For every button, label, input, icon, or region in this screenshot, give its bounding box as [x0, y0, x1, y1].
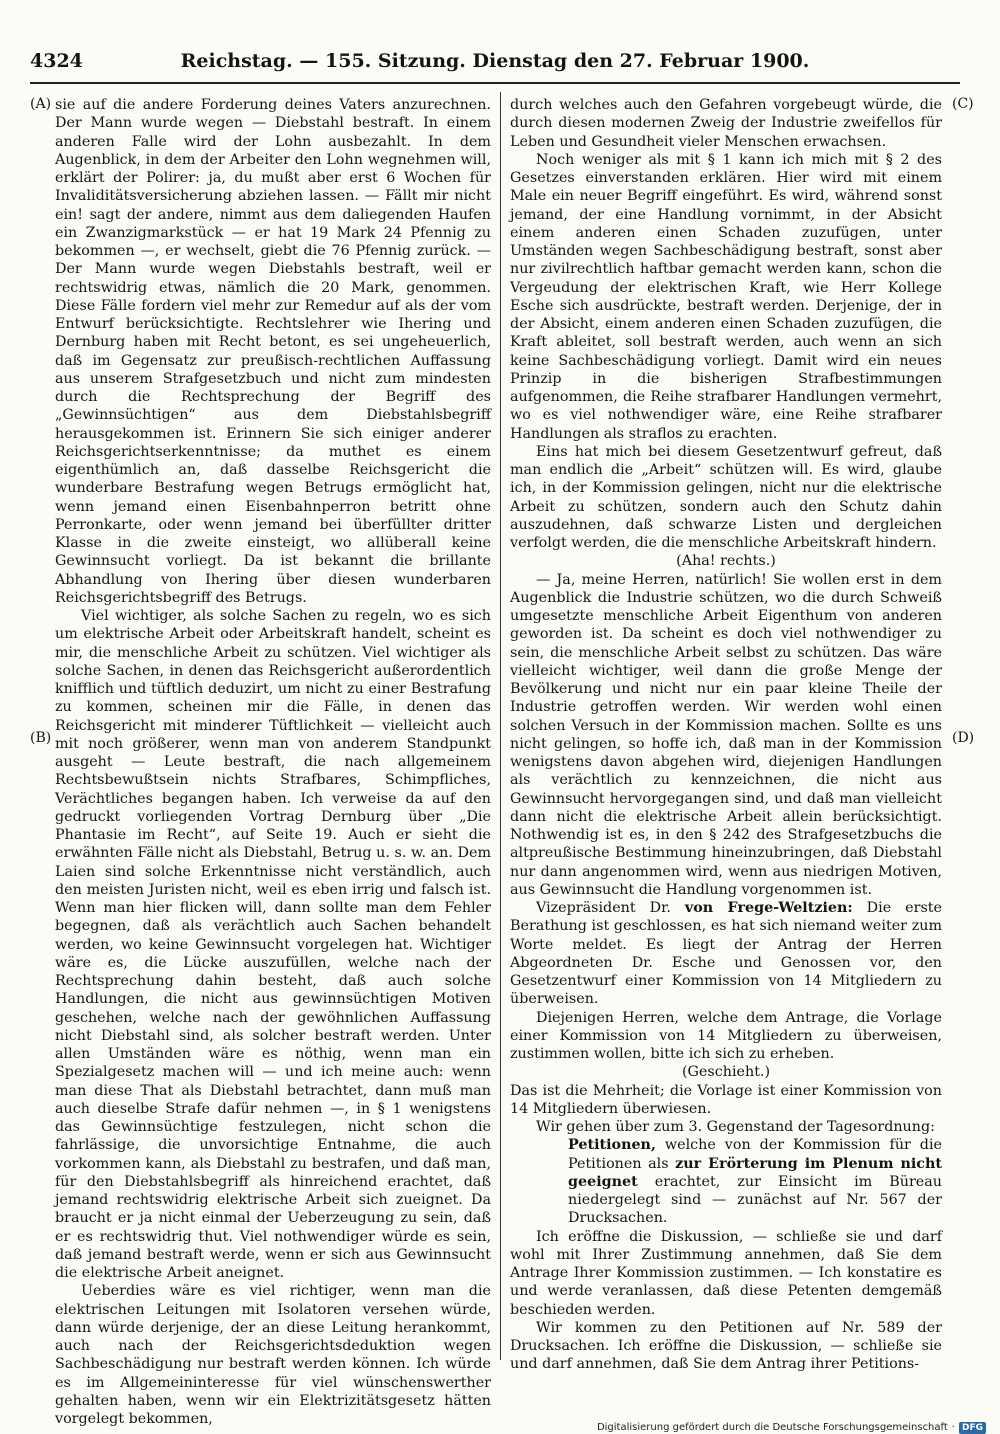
margin-marker-a: (A): [30, 96, 52, 112]
column-divider: [500, 92, 501, 1360]
agenda-text: erachtet, zur Einsicht im Büreau niedergelegt sind — zunächst auf Nr. 567 der Drucksachen.: [568, 1173, 942, 1227]
paragraph: Diejenigen Herren, welche dem Antrage, die Vorlage einer Kommission von 14 Mitgliedern zu überweisen, zustimmen wollen, bitte ich sich zu erheben.: [510, 1009, 942, 1062]
separator: ·: [951, 1422, 955, 1433]
paragraph: Eins hat mich bei diesem Gesetzentwurf gefreut, daß man endlich die „Arbeit“ schützen will. Es wird, glaube ich, in der Kommission gelingen, nicht nur die elektrische Arbeit zu schützen, sondern auch den Schutz dahin auszudehnen, daß schwarze Listen und dergleichen verfolgt werden, die die menschliche Arbeitskraft hindern.: [510, 443, 942, 551]
interjection: (Aha! rechts.): [676, 553, 776, 570]
paragraph: Viel wichtiger, als solche Sachen zu regeln, wo es sich um elektrische Arbeit oder Arbeitskraft handelt, scheint es mir, die menschliche Arbeit zu schützen. Viel wichtiger als solche Sachen, in denen das Reichsgericht außerordentlich knifflich und tüftlich deduzirt, um nicht zu einer Bestrafung zu kommen, scheinen mir die Fälle, in denen das Reichsgericht mit minderer Tüftlichkeit — vielleicht auch mit noch größerer, wenn man von anderem Standpunkt ausgeht — Leute bestraft, die nach allgemeinem Rechtsbewußtsein nichts Strafbares, Schimpfliches, Verächtliches begangen haben. Ich verweise da auf den gedruckt vorliegenden Vortrag Dernburg über „Die Phantasie im Recht“, auf Seite 19. Auch er sieht die erwähnten Fälle nicht als Diebstahl, Betrug u. s. w. an. Dem Laien sind solche Erkenntnisse nicht verständlich, auch den meisten Juristen nicht, weil es eben irrig und falsch ist. Wenn man hier flicken will, dann sollte man dem Fehler begegnen, daß als verächtlich auch Sachen behandelt werden, wo keine Gewinnsucht vorgelegen hat. Wichtiger wäre es, die Lücke auszufüllen, welche nach der Rechtsprechung dahin besteht, daß auch solche Handlungen, die nicht aus gewinnsüchtigen Motiven geschehen, welche nach der gewöhnlichen Auffassung nicht Diebstahl sind, als solcher bestraft werden. Unter allen Umständen wäre es nöthig, wenn man ein Spezialgesetz machen will — und ich meine auch: wenn man diese That als Diebstahl betrachtet, dann muß man auch dieselbe Strafe dafür nehmen —, in § 1 wenigstens das Gewinnsüchtige festzulegen, nicht schon die fahrlässige, die unvorsichtige Entnahme, die auch vorkommen kann, als Diebstahl zu bestrafen, und daß man, für den Diebstahlsbegriff als hinreichend erachtet, daß jemand rechtswidrig elektrische Arbeit sich zueignet. Da braucht er ja nicht einmal der Ueberzeugung zu sein, daß er es rechtswidrig thut. Viel nothwendiger würde es sein, daß jemand bestraft werde, wenn er sich aus Gewinnsucht die elektrische Arbeit aneignet.: [55, 608, 491, 1281]
speaker-paragraph: [510, 899, 942, 1009]
dfg-logo-icon: DFG: [959, 1422, 986, 1434]
footer-credit: [597, 1421, 986, 1434]
margin-marker-c: (C): [952, 96, 974, 112]
right-column: [510, 96, 942, 1373]
credit-text: Digitalisierung gefördert durch die Deutsche Forschungsgemeinschaft: [596, 1422, 948, 1433]
page-number: 4324: [30, 50, 83, 72]
speaker-name: von Frege-Weltzien:: [684, 900, 853, 916]
running-title: Reichstag. — 155. Sitzung. Dienstag den 27. Februar 1900.: [180, 50, 810, 72]
left-column: [55, 96, 491, 1427]
agenda-text: welche von der Kommission für die Petitionen als: [568, 1137, 942, 1172]
interjection: (Geschieht.): [681, 1064, 771, 1081]
paragraph: Ueberdies wäre es viel richtiger, wenn man die elektrischen Leitungen mit Isolatoren versehen würde, dann würde derjenige, der an diese Leitung herankommt, auch nach der Reichsgerichtsdeduktion wegen Sachbeschädigung nur bestraft werden können. Ich würde es im Allgemeininteresse für viel wünschenswerther gehalten haben, wenn wir ein Elektrizitätsgesetz hätten vorgelegt bekommen,: [55, 1283, 491, 1427]
speaker-text: Die erste Berathung ist geschlossen, es hat sich niemand weiter zum Worte meldet. Es liegt der Antrag der Herren Abgeordneten Dr. Esche und Genossen vor, den Gesetzentwurf einer Kommission von 14 Mitgliedern zu überweisen.: [510, 900, 942, 1008]
page-header: [30, 46, 960, 74]
agenda-bold: zur Erörterung im Plenum nicht geeignet: [568, 1155, 942, 1190]
paragraph: Das ist die Mehrheit; die Vorlage ist einer Kommission von 14 Mitgliedern überwiesen.: [510, 1082, 942, 1117]
paragraph: Wir kommen zu den Petitionen auf Nr. 589 der Drucksachen. Ich eröffne die Diskussion, — schließe sie und darf annehmen, daß Sie dem Antrag ihrer Petitions-: [510, 1319, 942, 1373]
paragraph: Ich eröffne die Diskussion, — schließe sie und darf wohl mit Ihrer Zustimmung annehmen, daß Sie dem Antrage Ihrer Kommission zustimmen. — Ich konstatire es und werde veranlassen, daß diese Petenten demgemäß beschieden werden.: [510, 1228, 942, 1318]
speaker-title: Vizepräsident Dr.: [536, 900, 671, 916]
paragraph: Noch weniger als mit § 1 kann ich mich mit § 2 des Gesetzes einverstanden erklären. Hier wird mit einem Male ein neuer Begriff eingeführt. Es wird, während sonst jemand, der eine Handlung vornimmt, in der Absicht einem anderen einen Schaden zuzufügen, unter Umständen wegen Sachbeschädigung bestraft, sonst aber nur zivilrechtlich haftbar gemacht werden kann, schon die Vergeudung der elektrischen Kraft, wie Herr Kollege Esche sich ausdrückte, bestraft werden. Derjenige, der in der Absicht, einem anderen einen Schaden zuzufügen, die Kraft ableitet, soll bestraft werden, auch wenn an sich keine Sachbeschädigung vorliegt. Damit wird ein neues Prinzip in die bisherigen Strafbestimmungen aufgenommen, die Reihe strafbarer Handlungen vermehrt, wo es viel nothwendiger wäre, eine Reihe strafbarer Handlungen als straflos zu erachten.: [510, 151, 942, 442]
margin-marker-b: (B): [30, 730, 52, 746]
header-rule: [30, 82, 960, 84]
paragraph: — Ja, meine Herren, natürlich! Sie wollen erst in dem Augenblick die Industrie schützen, wo die durch Schweiß umgesetzte menschliche Arbeit Eigenthum von anderen geworden ist. Da scheint es doch viel nothwendiger zu sein, die menschliche Arbeit selbst zu schützen. Das wäre vielleicht wichtiger, weil dann die große Menge der Bevölkerung und nicht nur ein paar kleine Theile der Industrie getroffen werden. Wir werden wohl einen solchen Versuch in der Kommission machen. Sollte es uns nicht gelingen, so hoffe ich, daß man in der Kommission wenigstens davon abgehen wird, diejenigen Handlungen als verächtlich zu kennzeichnen, die nicht aus Gewinnsucht hervorgegangen sind, und daß man vielleicht dann nicht die elektrische Arbeit allein berücksichtigt. Nothwendig ist es, in den § 242 des Strafgesetzbuchs die altpreußische Bestimmung hineinzubringen, daß Diebstahl nur dann angenommen wird, wenn aus niedrigen Motiven, aus Gewinnsucht die Handlung vorgenommen ist.: [510, 571, 942, 898]
agenda-item: [568, 1136, 942, 1227]
agenda-bold: Petitionen,: [568, 1137, 656, 1154]
paragraph: durch welches auch den Gefahren vorgebeugt würde, die durch diesen modernen Zweig der Industrie zweifellos für Leben und Gesundheit vieler Menschen erwachsen.: [510, 97, 942, 150]
margin-marker-d: (D): [952, 730, 975, 746]
paragraph: Wir gehen über zum 3. Gegenstand der Tagesordnung:: [536, 1119, 935, 1135]
paragraph: sie auf die andere Forderung deines Vaters anzurechnen. Der Mann wurde wegen — Diebstahl bestraft. In einem anderen Falle wird der Lohn ausbezahlt. In dem Augenblick, in dem der Arbeiter den Lohn wegnehmen will, erklärt der Polirer: ja, du mußt aber erst 6 Wochen für Invaliditätsversicherung abziehen lassen. — Fällt mir nicht ein! sagt der andere, nimmt aus dem daliegenden Haufen ein Zwanzigmarkstück — er hat 19 Mark 24 Pfennig zu bekommen —, er wechselt, giebt die 76 Pfennig zurück. — Der Mann wurde wegen Diebstahls bestraft, weil er rechtswidrig etwas, nämlich die 20 Mark, genommen. Diese Fälle fordern viel mehr zur Remedur auf als der vom Entwurf berücksichtigte. Rechtslehrer wie Ihering und Dernburg haben mit Recht betont, es sei ungeheuerlich, daß im Gegensatz zur preußisch-rechtlichen Auffassung aus unserem Strafgesetzbuch und nicht zum mindesten durch die Rechtsprechung der Begriff des „Gewinnsüchtigen“ aus dem Diebstahlsbegriff herausgekommen ist. Erinnern Sie sich einiger anderer Reichsgerichtserkenntnisse; da muthet es einem eigenthümlich an, daß dasselbe Reichsgericht die wunderbare Bestrafung wegen Betrugs ermöglicht hat, wenn jemand einen Eisenbahnperron betritt ohne Perronkarte, oder wenn jemand bei überfüllter dritter Klasse in die zweite einsteigt, wo allüberall keine Gewinnsucht vorliegt. Da ist bekannt die brillante Abhandlung von Ihering über diesen wunderbaren Reichsgerichtsbegriff des Betrugs.: [55, 97, 491, 606]
